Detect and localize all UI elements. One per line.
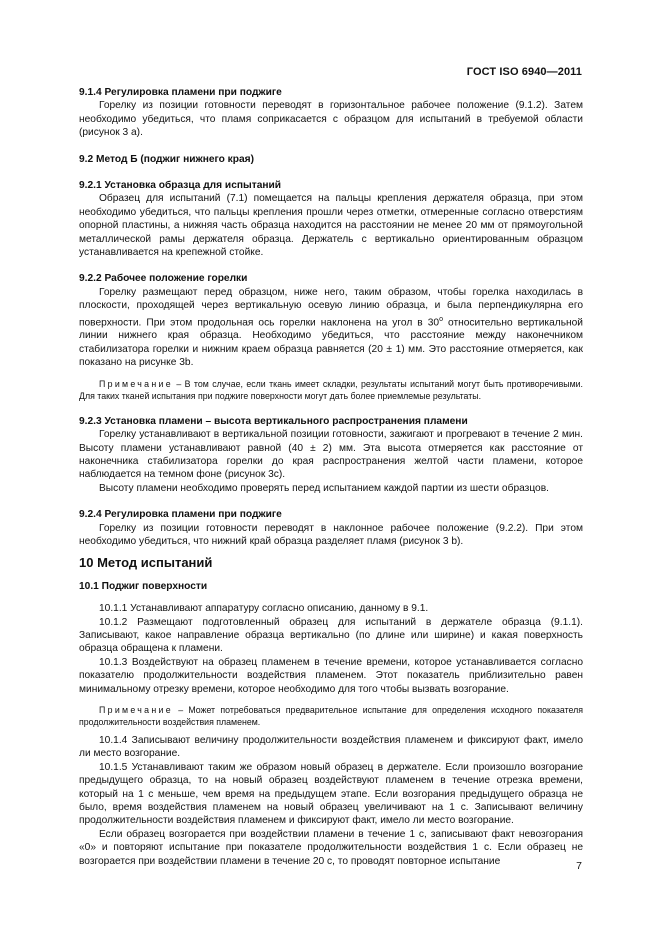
section-9-2-2-text (79, 286, 583, 370)
section-9-2-2-text-b: относительно вертикальной линии нижнего края образца. Необходимо убедиться, что расстояние между наконечником стабилизатора горелки и нижним краем образца равняется (20 ± 1) мм. Это расстояние отмеряется, как показано на рисунке 3b. (79, 317, 583, 369)
note-text: – Может потребоваться предварительное испытание для определения исходного показателя продолжительности воздействия пламенем. (79, 705, 583, 728)
note-10-1-3 (79, 704, 583, 728)
note-text: – В том случае, если ткань имеет складки, результаты испытаний могут быть противоречивыми. Для таких тканей испытания при поджиге поверхности могут дать более приемлемые результаты. (79, 378, 583, 401)
section-10-1-3-text: 10.1.3 Воздействуют на образец пламенем в течение времени, которое устанавливается согласно показателю продолжительности воздействия пламенем. Этот показатель приблизительно равен минимальному отрезку времени, которое необходимо для того чтобы вызвать возгорание. (79, 656, 583, 695)
section-10-1-4-text: 10.1.4 Записывают величину продолжительности воздействия пламенем и фиксируют факт, имело ли место возгорание. (79, 735, 583, 760)
section-9-2-1-text: Образец для испытаний (7.1) помещается на пальцы крепления держателя образца, при этом необходимо убедиться, что пальцы крепления прошли через отметки, отмеренные согласно отверстиям опорной пластины, а нижняя часть образца находится на расстоянии не менее 20 мм от прямоугольной металлической рамы держателя образца. Держатель с вертикально ориентированным образцом устанавливается на крепежной стойке. (79, 193, 583, 259)
section-9-2-2-heading: 9.2.2 Рабочее положение горелки (79, 273, 248, 285)
section-9-2-2-text-a: Горелку размещают перед образцом, ниже него, таким образом, чтобы горелка находилась в плоскости, проходящей через вертикальную осевую линию образца, и была перпендикулярна его поверхности. При этом продольная ось горелки наклонена на угол в 30 (79, 286, 583, 329)
section-10-1-2-text: 10.1.2 Размещают подготовленный образец для испытаний в держателе образца (9.1.1). Записывают, какое направление образца вертикально (по длине или ширине) и какая поверхность образца обращена к пламени. (79, 616, 583, 655)
note-label: Примечание (99, 705, 173, 716)
section-9-2-1-heading: 9.2.1 Установка образца для испытаний (79, 180, 282, 192)
section-10-1-5-text-2: Если образец возгорается при воздействии пламени в течение 1 с, записывают факт невозгорания «0» и повторяют испытание при показателе продолжительности воздействия 1 с. Если образец не возгорается при воздействии пламени в течение 20 с, то проводят повторное испытание (79, 828, 583, 867)
degree-mark: о (439, 315, 443, 323)
section-10-heading: 10 Метод испытаний (79, 555, 213, 571)
section-9-2-4-text: Горелку из позиции готовности переводят в наклонное рабочее положение (9.2.2). При этом необходимо убедиться, что нижний край образца разделяет пламя (рисунок 3 b). (79, 522, 583, 547)
section-10-1-1-text: 10.1.1 Устанавливают аппаратуру согласно описанию, данному в 9.1. (99, 603, 429, 615)
section-9-2-3-text-2: Высоту пламени необходимо проверять перед испытанием каждой партии из шести образцов. (99, 482, 549, 494)
page-number: 7 (576, 860, 582, 872)
section-9-1-4-heading: 9.1.4 Регулировка пламени при поджиге (79, 87, 282, 98)
section-10-1-5-text: 10.1.5 Устанавливают таким же образом новый образец в держателе. Если произошло возгорание предыдущего образца, то на новый образец воздействуют пламенем в течение отрезка времени, который на 1 с меньше, чем время на предыдущем этапе. Если возгорания предыдущего образца не было, время воздействия пламенем на новый образец увеличивают на 1 с. Записывают величину продолжительности воздействия пламенем и фиксируют факт, имело ли место возгорание. (79, 761, 583, 827)
section-9-1-4-text: Горелку из позиции готовности переводят в горизонтальное рабочее положение (9.1.2). Затем необходимо убедиться, что пламя соприкасается с образцом для испытаний в требуемой области (рисунок 3 а). (79, 100, 583, 139)
section-9-2-heading: 9.2 Метод Б (поджиг нижнего края) (79, 153, 255, 165)
section-9-2-4-heading: 9.2.4 Регулировка пламени при поджиге (79, 509, 282, 521)
section-9-2-3-text: Горелку устанавливают в вертикальной позиции готовности, зажигают и прогревают в течение 2 мин. Высоту пламени устанавливают равной (40 ± 2) мм. Эта высота отмеряется как расстояние от наконечника стабилизатора горелки до края распространения желтой части пламени, которое наблюдается на темном фоне (рисунок 3с). (79, 429, 583, 481)
section-10-1-heading: 10.1 Поджиг поверхности (79, 580, 208, 592)
section-9-2-3-heading: 9.2.3 Установка пламени – высота вертикального распространения пламени (79, 415, 468, 427)
document-body (79, 86, 583, 868)
document-header: ГОСТ ISO 6940—2011 (466, 66, 582, 78)
note-label: Примечание (99, 378, 173, 389)
note-9-2-2 (79, 378, 583, 402)
